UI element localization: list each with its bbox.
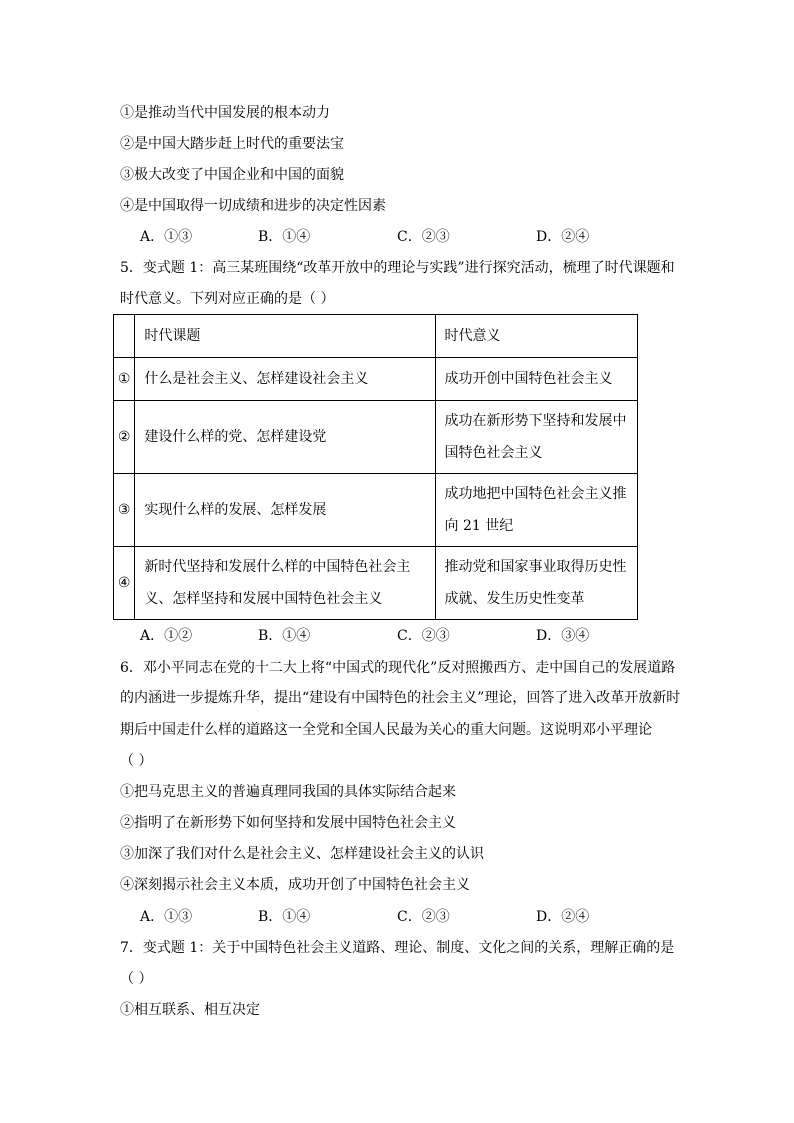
q4-item-3: ③极大改变了中国企业和中国的面貌 (120, 167, 344, 183)
q4-option-b[interactable]: B．①④ (258, 229, 311, 245)
row-meaning (435, 358, 638, 401)
q6-item-4: ④深刻揭示社会主义本质，成功开创了中国特色社会主义 (120, 877, 470, 893)
row-meaning-line: 成功在新形势下坚持和发展中 (444, 413, 627, 429)
row-meaning-line: 成就、发生历史性变革 (444, 591, 585, 607)
q4-item-4: ④是中国取得一切成绩和进步的决定性因素 (120, 198, 386, 214)
row-num: ② (114, 401, 135, 474)
row-topic-line: 什么是社会主义、怎样建设社会主义 (144, 371, 369, 387)
q5-option-b[interactable]: B．①④ (258, 628, 311, 644)
q5-table (113, 314, 638, 620)
row-topic (135, 401, 435, 474)
q5-options (140, 626, 660, 646)
table-row (114, 547, 638, 620)
row-num: ① (114, 358, 135, 401)
q7-stem-line-2: （ ） (120, 971, 153, 987)
q6-stem-line-3: 期后中国走什么样的道路这一全党和全国人民最为关心的重大问题。这说明邓小平理论 (120, 722, 652, 738)
q7-item-1: ①相互联系、相互决定 (120, 1002, 260, 1018)
row-meaning-line: 成功开创中国特色社会主义 (444, 371, 613, 387)
row-topic-line: 实现什么样的发展、怎样发展 (144, 502, 327, 518)
q6-stem-line-4: （ ） (120, 753, 153, 769)
q6-option-d[interactable]: D．②④ (536, 909, 590, 925)
q4-item-1: ①是推动当代中国发展的根本动力 (120, 105, 330, 121)
q5-stem-line-1: 5．变式题 1：高三某班围绕“改革开放中的理论与实践”进行探究活动，梳理了时代课题和 (120, 260, 675, 276)
q4-option-d[interactable]: D．②④ (536, 229, 590, 245)
row-topic (135, 547, 435, 620)
row-num: ④ (114, 547, 135, 620)
q7-stem-line-1: 7．变式题 1：关于中国特色社会主义道路、理论、制度、文化之间的关系，理解正确的是 (120, 940, 675, 956)
q5-option-a[interactable]: A．①② (140, 628, 193, 644)
row-meaning-line: 成功地把中国特色社会主义推 (444, 486, 627, 502)
row-meaning-line: 国特色社会主义 (444, 445, 543, 461)
q6-item-1: ①把马克思主义的普遍真理同我国的具体实际结合起来 (120, 784, 456, 800)
q4-options (140, 227, 660, 247)
row-meaning (435, 474, 638, 547)
q6-stem-line-1: 6．邓小平同志在党的十二大上将“中国式的现代化”反对照搬西方、走中国自己的发展道路 (120, 660, 676, 676)
q6-option-a[interactable]: A．①③ (140, 909, 193, 925)
row-meaning (435, 401, 638, 474)
table-header-row (114, 315, 638, 358)
q6-option-c[interactable]: C．②③ (397, 909, 450, 925)
q5-option-c[interactable]: C．②③ (397, 628, 450, 644)
row-num: ③ (114, 474, 135, 547)
q6-stem-line-2: 的内涵进一步提炼升华，提出“建设有中国特色的社会主义”理论，回答了进入改革开放新时 (120, 690, 681, 706)
table-header-meaning: 时代意义 (435, 315, 638, 358)
row-topic-line: 建设什么样的党、怎样建设党 (144, 429, 327, 445)
q6-options (140, 907, 660, 927)
q4-option-a[interactable]: A．①③ (140, 229, 193, 245)
q4-option-c[interactable]: C．②③ (397, 229, 450, 245)
q6-option-b[interactable]: B．①④ (258, 909, 311, 925)
q6-item-2: ②指明了在新形势下如何坚持和发展中国特色社会主义 (120, 815, 456, 831)
q4-item-2: ②是中国大踏步赶上时代的重要法宝 (120, 136, 344, 152)
q5-option-d[interactable]: D．③④ (536, 628, 590, 644)
row-topic-line: 义、怎样坚持和发展中国特色社会主义 (144, 591, 383, 607)
row-topic (135, 358, 435, 401)
row-topic (135, 474, 435, 547)
table-row (114, 474, 638, 547)
q6-item-3: ③加深了我们对什么是社会主义、怎样建设社会主义的认识 (120, 846, 484, 862)
table-row (114, 358, 638, 401)
row-meaning-line: 推动党和国家事业取得历史性 (444, 559, 627, 575)
row-meaning (435, 547, 638, 620)
table-header-topic: 时代课题 (135, 315, 435, 358)
q5-stem-line-2: 时代意义。下列对应正确的是（ ） (120, 291, 335, 307)
table-header-num (114, 315, 135, 358)
row-meaning-line: 向 21 世纪 (444, 518, 514, 534)
row-topic-line: 新时代坚持和发展什么样的中国特色社会主 (144, 559, 411, 575)
table-row (114, 401, 638, 474)
